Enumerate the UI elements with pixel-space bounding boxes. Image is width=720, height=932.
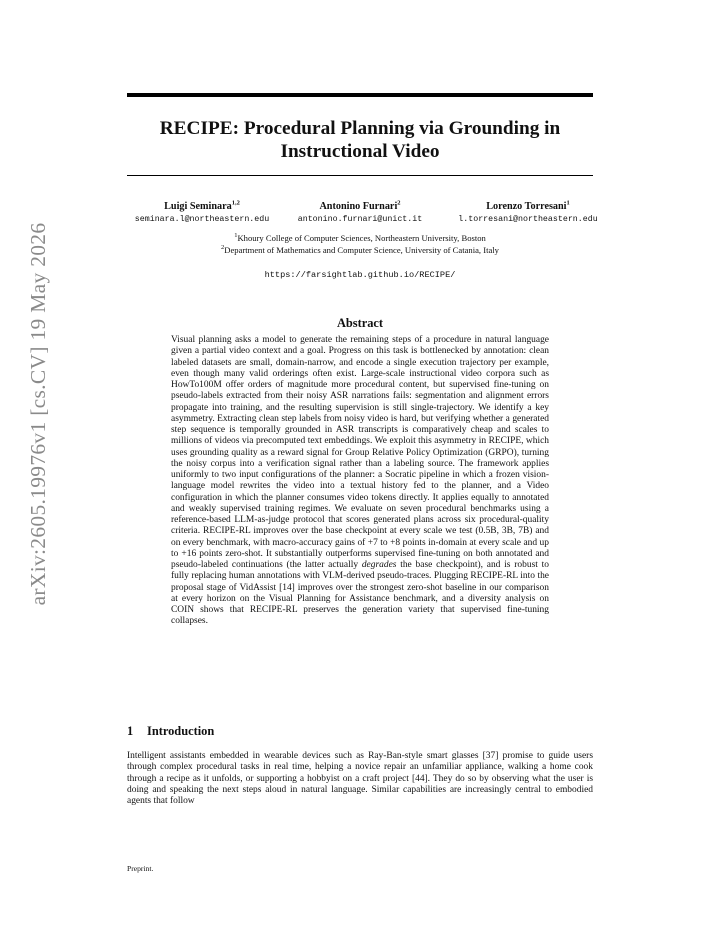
arxiv-identifier: arXiv:2605.19976v1 [cs.CV] 19 May 2026 xyxy=(26,222,50,606)
paper-title: RECIPE: Procedural Planning via Grounding in Instructional Video xyxy=(159,118,561,162)
affiliation-1: $^1$Khoury College of Computer Sciences, Northeastern University, Boston xyxy=(234,232,486,243)
author-3 xyxy=(443,200,613,225)
author-name: Luigi Seminara$^{1,2}$ xyxy=(164,199,240,212)
title-bottom-rule xyxy=(127,175,593,176)
author-email: l.torresani@northeastern.edu xyxy=(458,215,598,224)
author-email: seminara.l@northeastern.edu xyxy=(134,215,270,224)
author-1 xyxy=(127,200,277,225)
title-top-rule xyxy=(127,93,593,97)
affiliation-2: $^2$Department of Mathematics and Computer Science, University of Catania, Italy xyxy=(221,244,499,255)
author-name: Antonino Furnari$^2$ xyxy=(319,199,401,212)
introduction-heading: 1 Introduction xyxy=(127,724,215,738)
introduction-text: Intelligent assistants embedded in wearable devices such as Ray-Ban-style smart glasses [37] promise to guide users through complex procedural tasks in real time, helping a novice repair an unfamiliar appliance, walking a home cook through a recipe as it unfolds, or supporting a hobbyist on a craft project [44]. They do so by observing what the user is doing and speaking the next steps aloud in natural language. Similar capabilities are increasingly central to embodied agents that follow xyxy=(127,751,593,806)
author-2 xyxy=(285,200,435,225)
abstract-heading: Abstract xyxy=(336,316,384,330)
abstract-text: Visual planning asks a model to generate the remaining steps of a procedure in natural language given a partial video context and a goal. Progress on this task is bottlenecked by annotation: clean labeled datasets are small, domain-narrow, and encode a single execution trajectory per example, even though many valid orderings often exist. Large-scale instructional video corpora such as HowTo100M offer orders of magnitude more procedural content, but supervised fine-tuning on pseudo-labels extracted from their noisy ASR narrations fails: segmentation and alignment errors propagate into training, and the resulting supervision is still single-trajectory. We identify a key asymmetry. Extracting clean step labels from noisy video is hard, but verifying whether a generated step sequence is temporally grounded in ASR transcripts is comparatively cheap and scales to millions of videos via precomputed text embeddings. We exploit this asymmetry in RECIPE, which uses grounding quality as a reward signal for Group Relative Policy Optimization (GRPO), turning the noisy corpus into a verification signal rather than a labeling source. The framework applies uniformly to two input configurations of the planner: a Socratic pipeline in which a frozen vision-language model rewrites the video into a textual history fed to the planner, and a Video configuration in which the planner consumes video tokens directly. It applies equally to annotated and weakly supervised training regimes. We evaluate on seven procedural benchmarks using a reference-based LLM-as-judge protocol that scores generated plans across six procedural-quality criteria. RECIPE-RL improves over the base checkpoint at every scale we test (0.5B, 3B, 7B) and on every benchmark, with macro-accuracy gains of +7 to +8 points in-domain at every scale and up to +16 points zero-shot. It substantially outperforms supervised fine-tuning on both annotated and pseudo-labeled continuations (the latter actually degrades the base checkpoint), and is robust to fully replacing human annotations with VLM-derived pseudo-traces. Plugging RECIPE-RL into the proposal stage of VidAssist [14] improves over the strongest zero-shot baseline in our comparison at every horizon on the Visual Planning for Assistance benchmark, and a diversity analysis on COIN shows that RECIPE-RL preserves the generation variety that supervised fine-tuning collapses. xyxy=(171,335,549,627)
project-url[interactable]: https://farsightlab.github.io/RECIPE/ xyxy=(264,270,456,280)
author-name: Lorenzo Torresani$^1$ xyxy=(486,199,570,212)
author-email: antonino.furnari@unict.it xyxy=(297,215,423,224)
preprint-footer: Preprint. xyxy=(127,864,154,873)
